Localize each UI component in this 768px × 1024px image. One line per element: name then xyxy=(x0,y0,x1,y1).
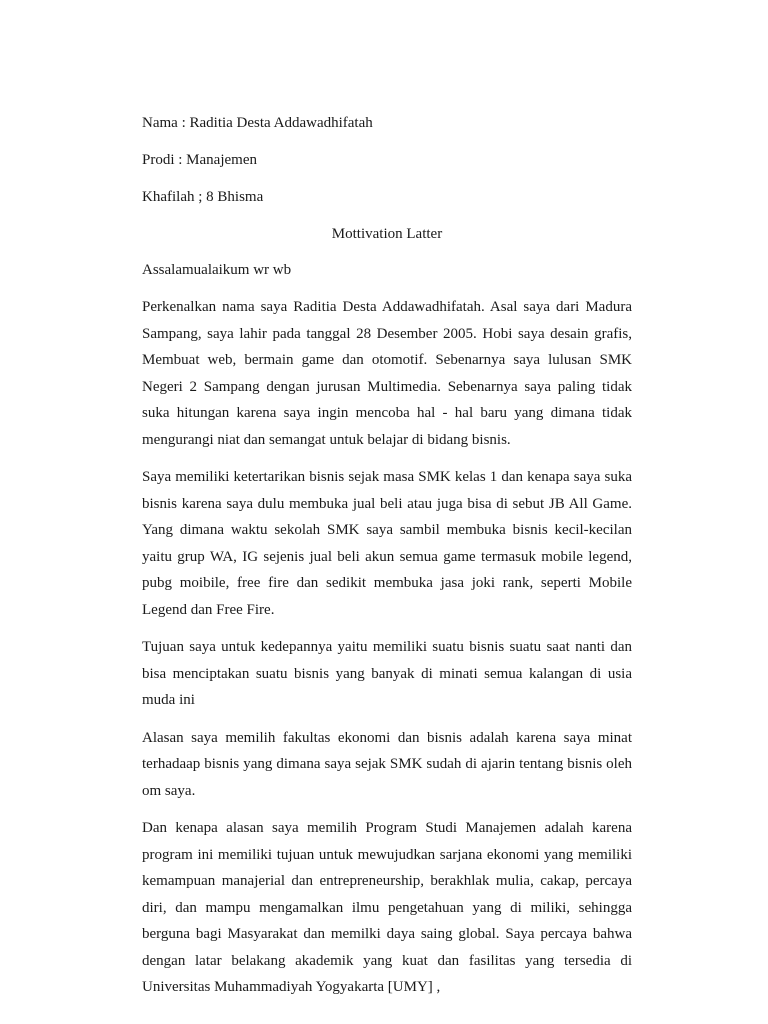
prodi-line: Prodi : Manajemen xyxy=(142,152,257,168)
letter-title: Mottivation Latter xyxy=(331,226,443,242)
name-line: Nama : Raditia Desta Addawadhifatah xyxy=(142,115,373,131)
greeting: Assalamualaikum wr wb xyxy=(142,262,292,278)
paragraph-goal: Tujuan saya untuk kedepannya yaitu memiliki suatu bisnis suatu saat nanti dan bisa menciptakan suatu bisnis yang banyak di minati semua kalangan di usia muda ini xyxy=(142,639,632,708)
khafilah-line: Khafilah ; 8 Bhisma xyxy=(142,189,264,205)
paragraph-introduction: Perkenalkan nama saya Raditia Desta Addawadhifatah. Asal saya dari Madura Sampang, saya lahir pada tanggal 28 Desember 2005. Hobi saya desain grafis, Membuat web, bermain game dan otomotif. Sebenarnya saya lulusan SMK Negeri 2 Sampang dengan jurusan Multimedia. Sebenarnya saya paling tidak suka hitungan karena saya ingin mencoba hal - hal baru yang dimana tidak mengurangi niat dan semangat untuk belajar di bidang bisnis. xyxy=(142,299,632,448)
paragraph-business-interest: Saya memiliki ketertarikan bisnis sejak masa SMK kelas 1 dan kenapa saya suka bisnis karena saya dulu membuka jual beli atau juga bisa di sebut JB All Game. Yang dimana waktu sekolah SMK saya sambil membuka bisnis kecil-kecilan yaitu grup WA, IG sejenis jual beli akun semua game termasuk mobile legend, pubg moibile, free fire dan sedikit membuka jasa joki rank, seperti Mobile Legend dan Free Fire. xyxy=(142,469,632,618)
letter-body xyxy=(142,110,632,1012)
paragraph-program-reason: Dan kenapa alasan saya memilih Program Studi Manajemen adalah karena program ini memiliki tujuan untuk mewujudkan sarjana ekonomi yang memiliki kemampuan manajerial dan entrepreneurship, berakhlak mulia, cakap, percaya diri, dan mampu mengamalkan ilmu pengetahuan yang di miliki, sehingga berguna bagi Masyarakat dan memilki daya saing global. Saya percaya bahwa dengan latar belakang akademik yang kuat dan fasilitas yang tersedia di Universitas Muhammadiyah Yogyakarta [UMY] , xyxy=(142,820,632,995)
paragraph-faculty-reason: Alasan saya memilih fakultas ekonomi dan bisnis adalah karena saya minat terhadaap bisnis yang dimana saya sejak SMK sudah di ajarin tentang bisnis oleh om saya. xyxy=(142,729,632,799)
